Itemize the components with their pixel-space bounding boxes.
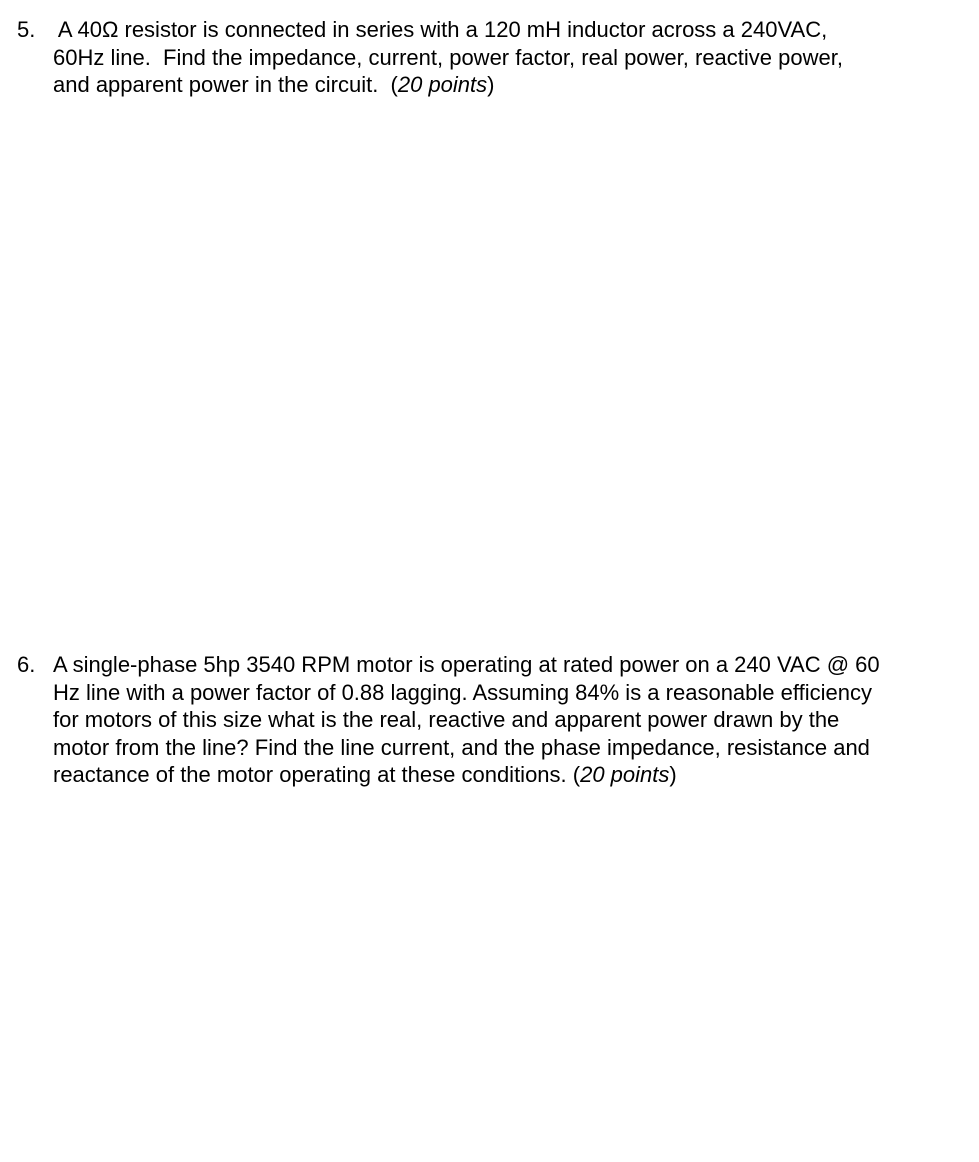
points-close: ) bbox=[669, 762, 677, 787]
question-line bbox=[53, 71, 960, 99]
question-line-text: reactance of the motor operating at these conditions. ( bbox=[53, 762, 581, 787]
question-number: 5. bbox=[17, 17, 36, 42]
question-text bbox=[53, 651, 970, 789]
question-line: Hz line with a power factor of 0.88 lagging. Assuming 84% is a reasonable efficiency bbox=[53, 679, 872, 705]
question-line: A 40Ω resistor is connected in series with a 120 mH inductor across a 240VAC, bbox=[53, 17, 828, 42]
question-line-text: and apparent power in the circuit. ( bbox=[53, 72, 398, 97]
question-line bbox=[53, 761, 970, 789]
question-line: motor from the line? Find the line current, and the phase impedance, resistance and bbox=[53, 734, 870, 760]
points-value: 20 points bbox=[397, 72, 488, 97]
question-6 bbox=[0, 651, 970, 789]
question-number: 6. bbox=[17, 652, 36, 677]
question-line: A single-phase 5hp 3540 RPM motor is operating at rated power on a 240 VAC @ 60 bbox=[53, 652, 880, 677]
points-value: 20 points bbox=[580, 762, 670, 787]
question-5 bbox=[0, 16, 960, 99]
question-line: for motors of this size what is the real, reactive and apparent power drawn by the bbox=[53, 707, 840, 732]
question-text bbox=[53, 16, 960, 99]
points-close: ) bbox=[487, 72, 495, 97]
question-line: 60Hz line. Find the impedance, current, power factor, real power, reactive power, bbox=[53, 44, 843, 70]
